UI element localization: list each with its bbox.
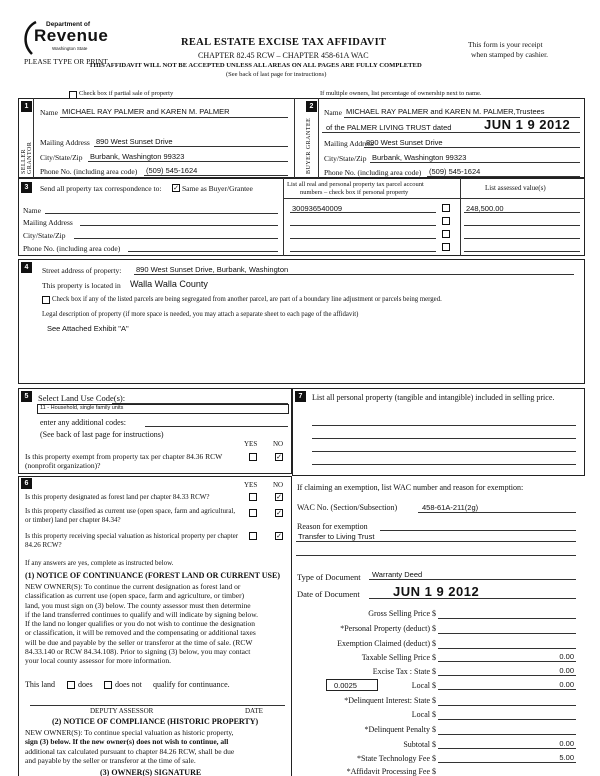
section-3-number: 3 <box>21 182 32 193</box>
calc-label-subtotal: Subtotal $ <box>403 740 436 749</box>
assessed-header: List assessed value(s) <box>485 184 546 192</box>
exempt-yes-checkbox[interactable] <box>249 453 257 461</box>
land-does-not-checkbox[interactable] <box>104 681 112 689</box>
seller-city-label: City/State/Zip <box>40 153 83 162</box>
seller-name-label: Name <box>40 108 58 117</box>
notice-1-title: (1) NOTICE OF CONTINUANCE (FOREST LAND OR CURRENT USE) <box>25 571 280 580</box>
property-box <box>18 259 585 384</box>
current-use-question: Is this property classified as current use (open space, farm and agricultural, or timber) land per chapter 84.34? <box>25 507 236 524</box>
forest-question: Is this property designated as forest land per chapter 84.33 RCW? <box>25 493 210 501</box>
calc-label-personal: *Personal Property (deduct) $ <box>340 624 436 633</box>
warning-text: THIS AFFIDAVIT WILL NOT BE ACCEPTED UNLESS ALL AREAS ON ALL PAGES ARE FULLY COMPLETED <box>89 62 422 69</box>
calc-value-state-tax[interactable]: 0.00 <box>559 666 574 675</box>
assessed-value[interactable]: 248,500.00 <box>466 204 504 213</box>
additional-codes-label: enter any additional codes: <box>40 418 126 427</box>
receipt-line-2: when stamped by cashier. <box>471 50 549 59</box>
deputy-assessor-label: DEPUTY ASSESSOR <box>90 707 154 715</box>
see-back-text: (See back of last page for instructions) <box>226 71 327 78</box>
this-land-label: This land <box>25 680 55 689</box>
calc-label-penalty: *Delinquent Penalty $ <box>364 725 436 734</box>
personal-property-label: List all personal property (tangible and intangible) included in selling price. <box>312 393 555 402</box>
parcel-header-2: numbers – check box if personal property <box>300 189 409 196</box>
corr-city-label: City/State/Zip <box>23 231 66 240</box>
exemption-reason[interactable]: Transfer to Living Trust <box>298 532 375 541</box>
buyer-phone-label: Phone No. (including area code) <box>324 168 422 177</box>
segregated-label: Check box if any of the listed parcels are being segregated from another parcel, are part of a boundary line adjustment or parcels being merged. <box>52 296 442 303</box>
same-as-buyer-label: Same as Buyer/Grantee <box>182 184 253 193</box>
calc-value-subtotal[interactable]: 0.00 <box>559 739 574 748</box>
buyer-side-label: BUYER GRANTEE <box>306 117 312 174</box>
section-6-number: 6 <box>21 478 32 489</box>
calc-label-local-tax: Local $ <box>411 681 436 690</box>
seller-phone[interactable]: (509) 545-1624 <box>146 166 198 175</box>
land-use-code: 11 - Household, single family units <box>40 405 124 411</box>
land-use-yes-header: YES <box>244 440 258 448</box>
calc-label-exemption: Exemption Claimed (deduct) $ <box>337 639 436 648</box>
land-use-no-header: NO <box>273 440 284 448</box>
calc-value-tech-fee[interactable]: 5.00 <box>559 753 574 762</box>
land-use-label: Select Land Use Code(s): <box>38 393 126 403</box>
receipt-line-1: This form is your receipt <box>468 40 543 49</box>
seller-mailing-label: Mailing Address <box>40 138 90 147</box>
land-does-label: does <box>78 680 93 689</box>
calc-label-gross: Gross Selling Price $ <box>368 609 436 618</box>
seller-name[interactable]: MICHAEL RAY PALMER and KAREN M. PALMER <box>62 107 230 116</box>
corr-name-label: Name <box>23 206 41 215</box>
forest-yes-checkbox[interactable] <box>249 493 257 501</box>
wac-label: WAC No. (Section/Subsection) <box>297 503 398 512</box>
seller-city[interactable]: Burbank, Washington 99323 <box>90 152 185 161</box>
buyer-phone[interactable]: (509) 545-1624 <box>429 167 481 176</box>
section-4-number: 4 <box>21 262 32 273</box>
notice-2-body: NEW OWNER(S): To continue special valuation as historic property, sign (3) below. If the new owner(s) does not wish to continue, all additional tax calculated pursuant to chapter 84.26 RCW, shall be due and payable by the seller or transferor at the time of sale. <box>25 728 235 765</box>
exemption-label: If claiming an exemption, list WAC number and reason for exemption: <box>297 483 524 492</box>
seller-mailing[interactable]: 890 West Sunset Drive <box>96 137 173 146</box>
corr-mailing-label: Mailing Address <box>23 218 73 227</box>
exempt-question: Is this property exempt from property tax per chapter 84.36 RCW (nonprofit organization)? <box>25 452 223 470</box>
logo-dept: Department of <box>46 21 91 28</box>
please-type: PLEASE TYPE OR PRINT <box>24 57 108 66</box>
legal-label: Legal description of property (if more space is needed, you may attach a separate sheet to each page of the affidavit) <box>42 311 359 318</box>
section-2-number: 2 <box>306 101 317 112</box>
parcel-personal-checkbox-2[interactable] <box>442 217 450 225</box>
parcel-number[interactable]: 300936540009 <box>292 204 343 213</box>
sec6-no-header: NO <box>273 481 284 489</box>
buyer-mailing-label: Mailing Address <box>324 139 374 148</box>
calc-label-processing-fee: *Affidavit Processing Fee $ <box>346 767 436 776</box>
multiple-owners-note: If multiple owners, list percentage of ownership next to name. <box>320 90 482 97</box>
corr-phone-label: Phone No. (including area code) <box>23 244 121 253</box>
forest-no-checkbox[interactable]: ✓ <box>276 493 282 501</box>
if-yes-note: If any answers are yes, complete as instructed below. <box>25 559 174 567</box>
doc-type[interactable]: Warranty Deed <box>372 570 423 579</box>
received-date-stamp: JUN 1 9 2012 <box>484 117 571 132</box>
parcel-header-1: List all real and personal property tax parcel account <box>287 181 424 188</box>
historic-question: Is this property receiving special valuation as historical property per chapter 84.26 RCW? <box>25 532 239 549</box>
parcel-personal-checkbox-3[interactable] <box>442 230 450 238</box>
assessor-date-label: DATE <box>245 707 263 715</box>
calc-label-delinq-local: Local $ <box>411 710 436 719</box>
land-does-not-label: does not <box>115 680 142 689</box>
legal-description[interactable]: See Attached Exhibit "A" <box>47 324 129 333</box>
buyer-name[interactable]: MICHAEL RAY PALMER and KAREN M. PALMER,Trustees <box>346 107 545 116</box>
notice-1-body: NEW OWNER(S): To continue the current designation as forest land or classification as current use (open space, farm and agriculture, or timber) land, you must sign on (3) below. The county assessor must then determine if the land transferred continues to qualify and will indicate by signing below. If the land no longer qualifies or you do not wish to continue the designation or classification, it will be removed and the compensating or additional taxes will be due and payable by the seller or transferor at the time of sale. (RCW 84.33.140 or RCW 84.34.108). Prior to signing (3) below, you may contact your local county assessor for more information. <box>25 582 258 666</box>
historic-no-checkbox[interactable]: ✓ <box>276 532 282 540</box>
land-does-checkbox[interactable] <box>67 681 75 689</box>
calc-value-taxable[interactable]: 0.00 <box>559 652 574 661</box>
buyer-mailing[interactable]: 890 West Sunset Drive <box>366 138 443 147</box>
current-use-yes-checkbox[interactable] <box>249 509 257 517</box>
qualify-label: qualify for continuance. <box>153 680 230 689</box>
doc-date[interactable]: JUN 1 9 2012 <box>393 584 480 599</box>
calc-label-delinq-state: *Delinquent Interest: State $ <box>344 696 436 705</box>
land-use-see-back: (See back of last page for instructions) <box>40 430 164 439</box>
correspondence-label: Send all property tax correspondence to: <box>40 184 162 193</box>
doc-date-label: Date of Document <box>297 589 360 599</box>
street-label: Street address of property: <box>42 266 122 275</box>
seller-side-label: SELLER GRANTOR <box>21 141 33 174</box>
county[interactable]: Walla Walla County <box>130 279 208 289</box>
wac-number[interactable]: 458-61A-211(2g) <box>422 503 479 512</box>
section-5-number: 5 <box>21 391 32 402</box>
partial-sale-label: Check box if partial sale of property <box>79 90 174 97</box>
buyer-name-2[interactable]: of the PALMER LIVING TRUST dated <box>326 123 452 132</box>
reason-label: Reason for exemption <box>297 522 368 531</box>
section-7-number: 7 <box>295 391 306 402</box>
logo-state: Washington State <box>52 46 88 51</box>
buyer-name-label: Name <box>324 108 342 117</box>
same-as-buyer-checkbox[interactable]: ✓ <box>173 184 179 192</box>
calc-label-taxable: Taxable Selling Price $ <box>361 653 436 662</box>
calc-label-state-tax: Excise Tax : State $ <box>372 667 436 676</box>
sec6-yes-header: YES <box>244 481 258 489</box>
section-1-number: 1 <box>21 101 32 112</box>
parcel-personal-checkbox-4[interactable] <box>442 243 450 251</box>
form-chapter: CHAPTER 82.45 RCW – CHAPTER 458-61A WAC <box>198 51 369 60</box>
local-rate: 0.0025 <box>334 681 357 690</box>
owner-signature-label: (3) OWNER(S) SIGNATURE <box>100 768 202 776</box>
street-address[interactable]: 890 West Sunset Drive, Burbank, Washington <box>136 265 289 274</box>
exempt-no-checkbox[interactable]: ✓ <box>276 453 282 461</box>
buyer-city-label: City/State/Zip <box>324 154 367 163</box>
seller-phone-label: Phone No. (including area code) <box>40 167 138 176</box>
doc-type-label: Type of Document <box>297 572 361 582</box>
segregated-checkbox[interactable] <box>42 296 50 304</box>
parcel-personal-checkbox-1[interactable] <box>442 204 450 212</box>
form-title: REAL ESTATE EXCISE TAX AFFIDAVIT <box>181 37 387 48</box>
calc-label-tech-fee: *State Technology Fee $ <box>356 754 436 763</box>
notice-2-title: (2) NOTICE OF COMPLIANCE (HISTORIC PROPERTY) <box>52 717 259 726</box>
current-use-no-checkbox[interactable]: ✓ <box>276 509 282 517</box>
calc-value-local-tax[interactable]: 0.00 <box>559 680 574 689</box>
logo-name: Revenue <box>34 26 109 45</box>
historic-yes-checkbox[interactable] <box>249 532 257 540</box>
buyer-city[interactable]: Burbank, Washington 99323 <box>372 153 467 162</box>
located-label: This property is located in <box>42 281 121 290</box>
